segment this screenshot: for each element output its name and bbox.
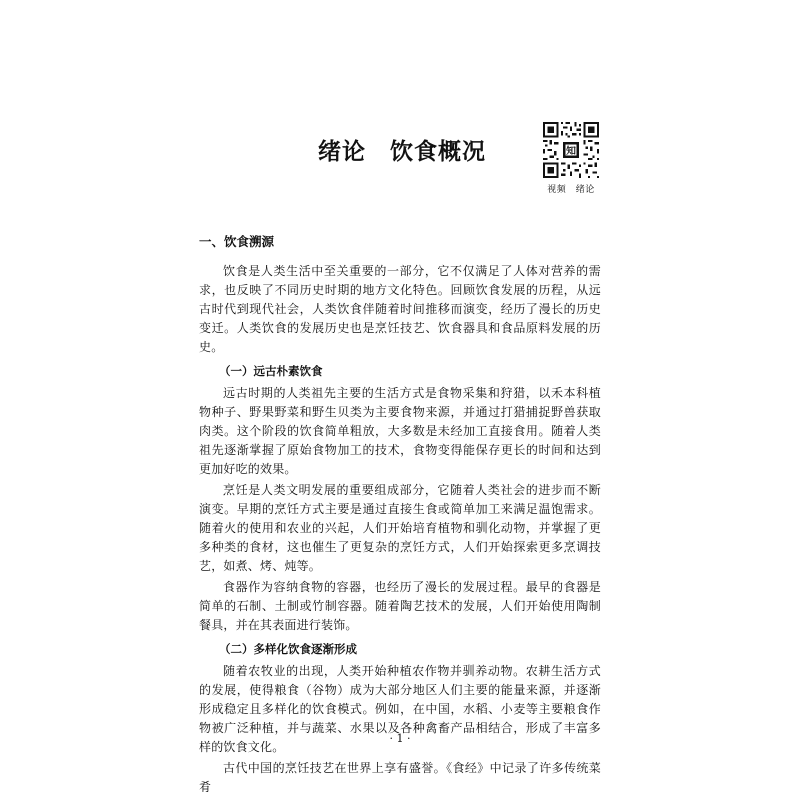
section-heading: 一、饮食溯源 <box>199 234 275 249</box>
intro-paragraph: 饮食是人类生活中至关重要的一部分，它不仅满足了人体对营养的需求，也反映了不同历史时期的地方文化特色。回顾饮食发展的历程，从远古时代到现代社会，人类饮食伴随着时间推移而演变，经历了漫长的历史变迁。人类饮食的发展历史也是烹饪技艺、饮食器具和食品原料发展的历史。 <box>199 264 601 354</box>
paragraph: 古代中国的烹饪技艺在世界上享有盛誉。《食经》中记录了许多传统菜肴 <box>199 761 601 794</box>
sub-heading-ancient-diet: （一）远古朴素饮食 <box>219 364 323 378</box>
sub-heading-diverse-diet: （二）多样化饮食逐渐形成 <box>219 642 357 656</box>
qr-code-icon[interactable] <box>543 122 599 178</box>
qr-center-label: 知 <box>566 146 576 158</box>
chapter-title: 绪论 饮食概况 <box>318 139 486 165</box>
qr-caption: 视频 绪论 <box>547 185 595 195</box>
paragraph: 食器作为容纳食物的容器，也经历了漫长的发展过程。最早的食器是简单的石制、土制或竹制容器。随着陶艺技术的发展，人们开始使用陶制餐具，并在其表面进行装饰。 <box>199 580 601 632</box>
page-number: · 1 · <box>389 732 411 745</box>
body-text <box>199 233 601 799</box>
paragraph: 烹饪是人类文明发展的重要组成部分，它随着人类社会的进步而不断演变。早期的烹饪方式主要是通过直接生食或简单加工来满足温饱需求。随着火的使用和农业的兴起，人们开始培育植物和驯化动物，并掌握了更多种类的食材，这也催生了更复杂的烹饪方式，人们开始探索更多烹调技艺，如煮、烤、炖等。 <box>199 483 601 573</box>
paragraph: 远古时期的人类祖先主要的生活方式是食物采集和狩猎，以禾本科植物种子、野果野菜和野生贝类为主要食物来源，并通过打猎捕捉野兽获取肉类。这个阶段的饮食简单粗放，大多数是未经加工直接食用。随着人类祖先逐渐掌握了原始食物加工的技术，食物变得能保存更长的时间和达到更加好吃的效果。 <box>199 386 601 476</box>
paragraph: 随着农牧业的出现，人类开始种植农作物并驯养动物。农耕生活方式的发展，使得粮食（谷物）成为大部分地区人们主要的能量来源，并逐渐形成稳定且多样化的饮食模式。例如，在中国，水稻、小麦等主要粮食作物被广泛种植，并与蔬菜、水果以及各种禽畜产品相结合，形成了丰富多样的饮食文化。 <box>199 664 601 754</box>
qr-video-link[interactable] <box>541 122 601 195</box>
